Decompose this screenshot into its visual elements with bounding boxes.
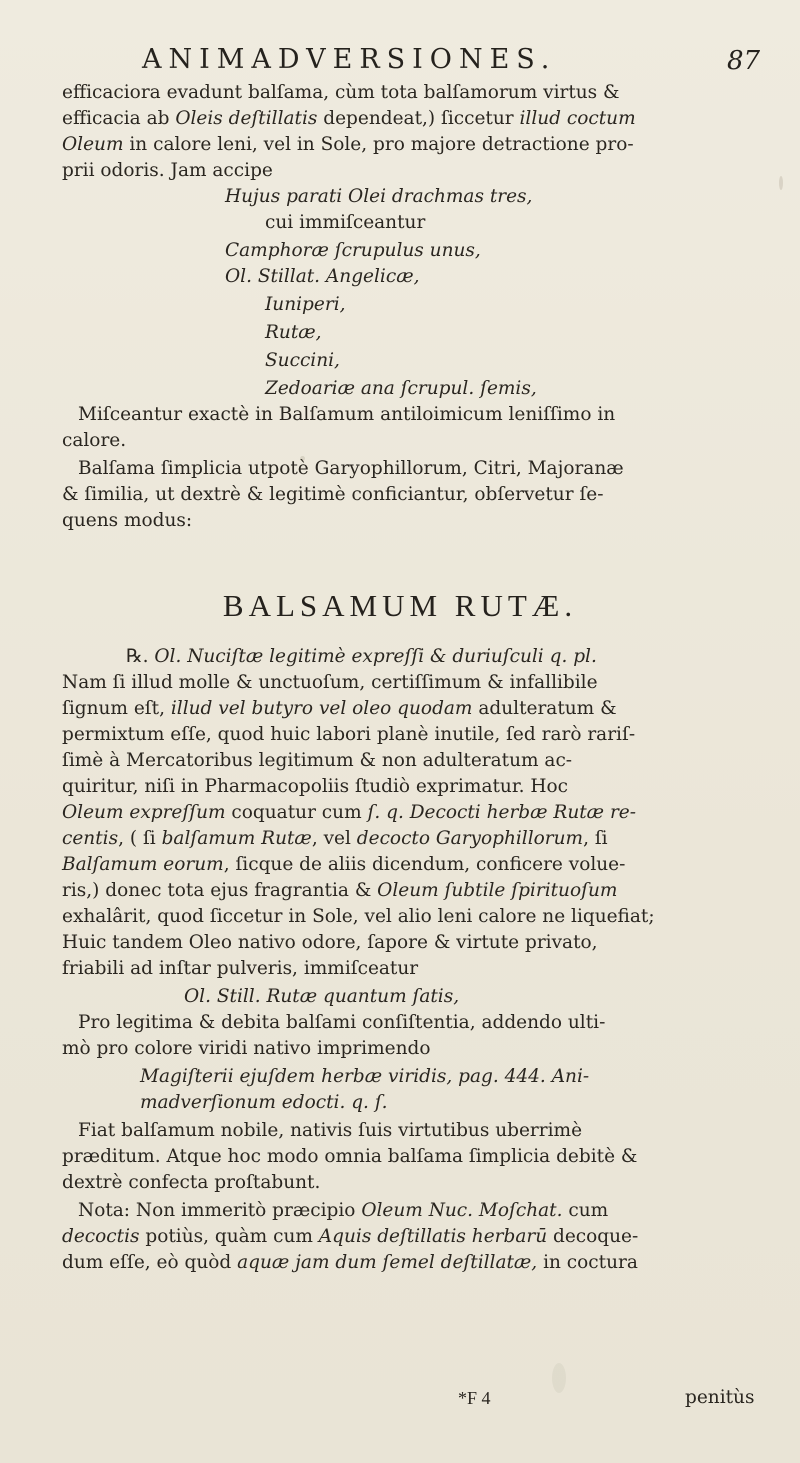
text-line: Balſamum eorum, ſicque de aliis dicendum, conficere volue- bbox=[62, 854, 626, 875]
text-line: friabili ad inſtar pulveris, immiſceatur bbox=[62, 958, 419, 979]
text-line: Oleum in calore leni, vel in Sole, pro majore detractione pro- bbox=[62, 134, 634, 155]
recipe-ingredient: Camphoræ ſcrupulus unus, bbox=[225, 240, 481, 261]
page-header bbox=[0, 42, 800, 82]
text-line: præditum. Atque hoc modo omnia balſama ſimplicia debitè & bbox=[62, 1146, 638, 1167]
recipe-line: Magiſterii ejuſdem herbæ viridis, pag. 444. Ani- bbox=[140, 1066, 590, 1087]
recipe-ingredient: Ol. Stillat. Angelicæ, bbox=[225, 266, 420, 287]
text-line: dum eſſe, eò quòd aquæ jam dum ſemel deſtillatæ, in coctura bbox=[62, 1252, 638, 1273]
text-line: prii odoris. Jam accipe bbox=[62, 160, 273, 181]
recipe-line: Hujus parati Olei drachmas tres, bbox=[225, 186, 533, 207]
text-line: centis, ( ſi balſamum Rutæ, vel decocto Garyophillorum, ſi bbox=[62, 828, 608, 849]
text-line: ſimè à Mercatoribus legitimum & non adulteratum ac- bbox=[62, 750, 573, 771]
recipe-ingredient: Iuniperi, bbox=[265, 294, 346, 315]
text-line: Oleum expreſſum coquatur cum ſ. q. Decocti herbæ Rutæ re- bbox=[62, 802, 636, 823]
text-line: dextrè confecta proſtabunt. bbox=[62, 1172, 321, 1193]
text-line: decoctis potiùs, quàm cum Aquis deſtillatis herbarū decoque- bbox=[62, 1226, 639, 1247]
paper-speck bbox=[779, 176, 783, 190]
text-line: mò pro colore viridi nativo imprimendo bbox=[62, 1038, 431, 1059]
text-line: efficaciora evadunt balſama, cùm tota balſamorum virtus & bbox=[62, 82, 620, 103]
paper-stain bbox=[552, 1363, 566, 1393]
text-line: Balſama ſimplicia utpotè Garyophillorum, Citri, Majoranæ bbox=[78, 458, 624, 479]
text-line: ſignum eſt, illud vel butyro vel oleo quodam adulteratum & bbox=[62, 698, 617, 719]
text-line: calore. bbox=[62, 430, 127, 451]
catchword: penitùs bbox=[685, 1387, 755, 1408]
recipe-line: madverſionum edocti. q. ſ. bbox=[140, 1092, 388, 1113]
text-line: exhalârit, quod ſiccetur in Sole, vel alio leni calore ne liquefiat; bbox=[62, 906, 655, 927]
recipe-line: cui immiſceantur bbox=[265, 212, 426, 233]
text-line: ris,) donec tota ejus fragrantia & Oleum ſubtile ſpirituoſum bbox=[62, 880, 618, 901]
recipe-ingredient: Zedoariæ ana ſcrupul. ſemis, bbox=[265, 378, 537, 399]
recipe-ingredient: Rutæ, bbox=[265, 322, 322, 343]
recipe-line: Ol. Still. Rutæ quantum ſatis, bbox=[184, 986, 460, 1007]
recipe-heading-line: ℞. Ol. Nuciſtæ legitimè expreſſi & duriuſculi q. pl. bbox=[126, 646, 597, 667]
text-line: Nota: Non immeritò præcipio Oleum Nuc. Moſchat. cum bbox=[78, 1200, 609, 1221]
text-line: Huic tandem Oleo nativo odore, ſapore & virtute privato, bbox=[62, 932, 598, 953]
text-line: Fiat balſamum nobile, nativis ſuis virtutibus uberrimè bbox=[78, 1120, 583, 1141]
page-number: 87 bbox=[727, 46, 761, 76]
text-line: Pro legitima & debita balſami conſiſtentia, addendo ulti- bbox=[78, 1012, 606, 1033]
paper-speck bbox=[300, 456, 305, 461]
text-line: Nam ſi illud molle & unctuoſum, certiſſimum & infallibile bbox=[62, 672, 598, 693]
running-head: ANIMADVERSIONES. bbox=[142, 44, 557, 75]
signature-mark: *F 4 bbox=[458, 1388, 491, 1408]
text-line: Miſceantur exactè in Balſamum antiloimicum leniſſimo in bbox=[78, 404, 616, 425]
text-line: quens modus: bbox=[62, 510, 193, 531]
recipe-ingredient: Succini, bbox=[265, 350, 340, 371]
text-line: permixtum eſſe, quod huic labori planè inutile, ſed rarò rariſ- bbox=[62, 724, 636, 745]
text-line: efficacia ab Oleis deſtillatis dependeat,) ſiccetur illud coctum bbox=[62, 108, 636, 129]
section-title: BALSAMUM RUTÆ. bbox=[222, 588, 578, 623]
text-line: quiritur, niſi in Pharmacopoliis ſtudiò exprimatur. Hoc bbox=[62, 776, 569, 797]
text-line: & ſimilia, ut dextrè & legitimè conficiantur, obſervetur ſe- bbox=[62, 484, 604, 505]
